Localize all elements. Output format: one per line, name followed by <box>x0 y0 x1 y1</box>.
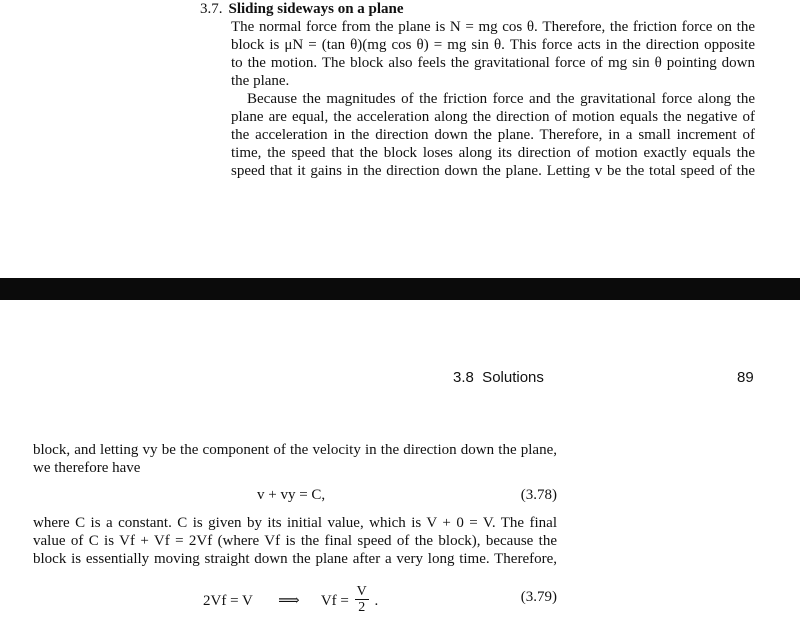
bottom-paragraph-2 <box>33 514 557 568</box>
text-line: block, and letting vy be the component of the velocity in the direction down the plane, <box>33 442 557 458</box>
equation-number: (3.79) <box>520 589 557 605</box>
text-line: speed that it gains in the direction down the plane. Letting v be the total speed of the <box>231 163 755 179</box>
top-paragraph-2 <box>231 90 755 180</box>
top-paragraph-1 <box>231 18 755 90</box>
equation-trail: . <box>374 592 379 609</box>
text-line: the acceleration in the direction down the plane. Therefore, in a small increment of <box>231 127 755 143</box>
section-heading <box>200 0 760 18</box>
top-body-text <box>231 18 755 180</box>
text-line: time, the speed that the block loses along its direction of motion exactly equals the <box>231 145 755 161</box>
text-line: value of C is Vf + Vf = 2Vf (where Vf is the final speed of the block), because the <box>33 533 557 549</box>
fraction-denominator: 2 <box>358 600 366 615</box>
equation-body <box>203 586 378 617</box>
equation-left: 2Vf = V <box>203 592 253 609</box>
equation-body: v + vy = C, <box>257 487 326 503</box>
bottom-paragraph-1 <box>33 441 557 477</box>
equation-right-lhs: Vf = <box>320 592 349 609</box>
text-line: to the motion. The block also feels the gravitational force of mg sin θ pointing down <box>231 55 755 71</box>
equation-number: (3.78) <box>520 487 557 503</box>
equation-3-78 <box>33 484 557 506</box>
text-line: we therefore have <box>33 460 141 476</box>
page-separator-band <box>0 278 800 300</box>
text-line: where C is a constant. C is given by its initial value, which is V + 0 = V. The final <box>33 515 557 531</box>
running-head-section: 3.8 Solutions <box>453 369 544 386</box>
page-number: 89 <box>737 369 754 386</box>
implies-arrow: ⟹ <box>278 592 300 609</box>
text-line: block is essentially moving straight down the plane after a very long time. Therefore, <box>33 551 557 567</box>
text-line: plane are equal, the acceleration along the direction of motion equals the negative of <box>231 109 755 125</box>
text-line: block is μN = (tan θ)(mg cos θ) = mg sin θ. This force acts in the direction opposite <box>231 37 755 53</box>
text-line: The normal force from the plane is N = mg cos θ. Therefore, the friction force on the <box>231 19 755 35</box>
equation-3-79 <box>33 576 557 615</box>
top-page-fragment <box>0 0 800 278</box>
text-line: the plane. <box>231 73 290 89</box>
section-title: Sliding sideways on a plane <box>228 1 404 17</box>
fraction <box>355 584 369 615</box>
section-number: 3.7. <box>200 1 223 17</box>
text-line: Because the magnitudes of the friction force and the gravitational force along the <box>247 91 755 107</box>
fraction-numerator: V <box>356 584 367 599</box>
